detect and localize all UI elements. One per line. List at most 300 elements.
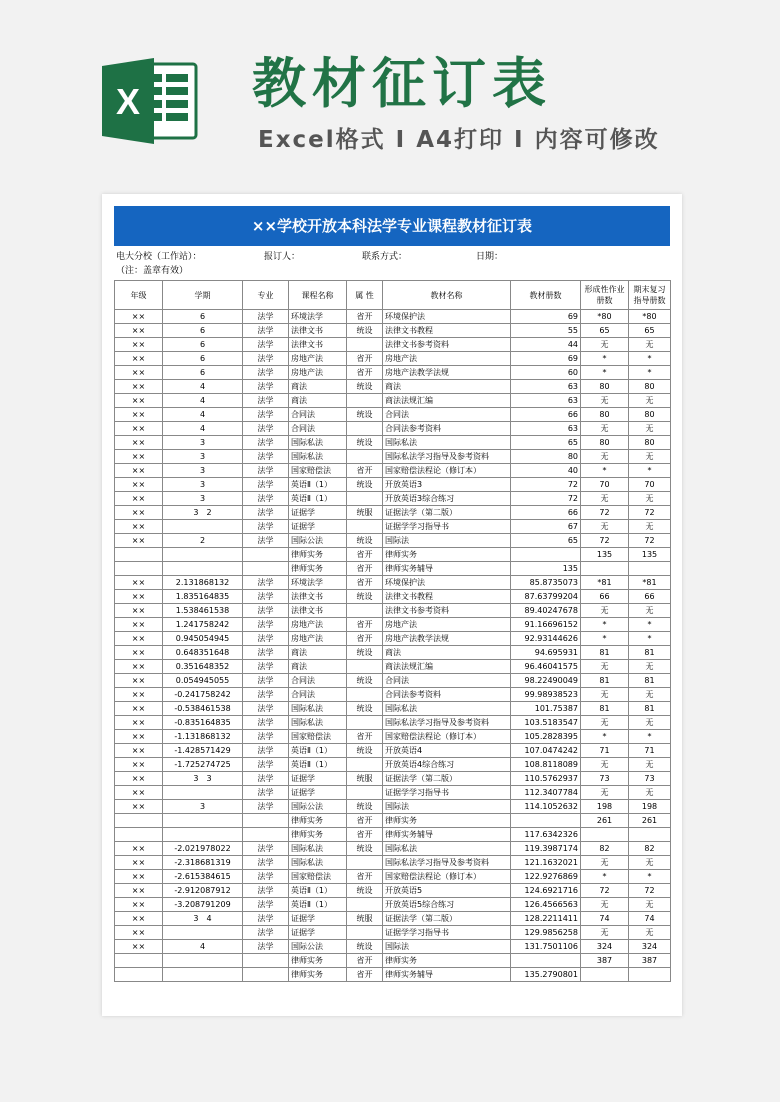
cell-term: 3 (163, 464, 243, 478)
cell-homework-count: * (581, 464, 629, 478)
cell-course: 律师实务 (289, 828, 347, 842)
cell-major (243, 548, 289, 562)
table-row (115, 842, 671, 856)
cell-textbook: 开放英语5综合练习 (383, 898, 511, 912)
table-row (115, 590, 671, 604)
cell-review-count: 198 (629, 800, 671, 814)
cell-textbook: 开放英语5 (383, 884, 511, 898)
cell-homework-count: 82 (581, 842, 629, 856)
table-row (115, 758, 671, 772)
cell-attr (347, 758, 383, 772)
cell-homework-count: 无 (581, 660, 629, 674)
cell-term: 3 (163, 492, 243, 506)
cell-review-count: 无 (629, 926, 671, 940)
cell-grade: ×× (115, 632, 163, 646)
cell-textbook: 律师实务 (383, 548, 511, 562)
cell-attr: 省开 (347, 730, 383, 744)
table-row (115, 716, 671, 730)
cell-course: 国家赔偿法 (289, 730, 347, 744)
cell-term: 3 (163, 436, 243, 450)
cell-book-count: 55 (511, 324, 581, 338)
cell-review-count: * (629, 870, 671, 884)
cell-attr (347, 450, 383, 464)
cell-major: 法学 (243, 688, 289, 702)
cell-review-count: 324 (629, 940, 671, 954)
cell-course: 国际私法 (289, 450, 347, 464)
cell-course: 律师实务 (289, 968, 347, 982)
cell-review-count: 82 (629, 842, 671, 856)
table-row (115, 730, 671, 744)
cell-book-count: 110.5762937 (511, 772, 581, 786)
cell-major: 法学 (243, 436, 289, 450)
cell-term (163, 562, 243, 576)
cell-book-count: 128.2211411 (511, 912, 581, 926)
cell-course: 合同法 (289, 408, 347, 422)
table-row (115, 492, 671, 506)
cell-review-count: *80 (629, 310, 671, 324)
cell-review-count: 387 (629, 954, 671, 968)
cell-textbook: 国际私法学习指导及参考资料 (383, 716, 511, 730)
reporter-label: 报订人： (264, 252, 301, 262)
cell-term: 4 (163, 394, 243, 408)
cell-grade (115, 548, 163, 562)
table-row (115, 338, 671, 352)
cell-term: 6 (163, 310, 243, 324)
cell-grade: ×× (115, 786, 163, 800)
cell-homework-count: * (581, 730, 629, 744)
cell-homework-count (581, 828, 629, 842)
cell-book-count: 122.9276869 (511, 870, 581, 884)
cell-textbook: 开放英语4综合练习 (383, 758, 511, 772)
cell-major: 法学 (243, 646, 289, 660)
cell-homework-count: 71 (581, 744, 629, 758)
cell-major: 法学 (243, 772, 289, 786)
cell-grade: ×× (115, 800, 163, 814)
cell-course: 国际公法 (289, 940, 347, 954)
cell-term: 4 (163, 940, 243, 954)
cell-term: 3 2 (163, 506, 243, 520)
column-header-grade: 年级 (115, 281, 163, 310)
cell-review-count: 81 (629, 702, 671, 716)
cell-course: 律师实务 (289, 548, 347, 562)
cell-book-count: 44 (511, 338, 581, 352)
cell-term: 0.054945055 (163, 674, 243, 688)
cell-major (243, 954, 289, 968)
cell-term: 1.835164835 (163, 590, 243, 604)
cell-attr (347, 786, 383, 800)
cell-term: -1.131868132 (163, 730, 243, 744)
table-row (115, 646, 671, 660)
cell-term (163, 786, 243, 800)
cell-review-count: 无 (629, 716, 671, 730)
cell-course: 国家赔偿法 (289, 870, 347, 884)
cell-attr: 统设 (347, 842, 383, 856)
textbook-order-table (114, 280, 671, 982)
excel-logo-icon (100, 56, 200, 146)
cell-major: 法学 (243, 926, 289, 940)
cell-grade: ×× (115, 492, 163, 506)
table-row (115, 506, 671, 520)
cell-homework-count: 80 (581, 408, 629, 422)
cell-major: 法学 (243, 786, 289, 800)
cell-book-count: 135.2790801 (511, 968, 581, 982)
cell-textbook: 证据法学（第二版） (383, 912, 511, 926)
cell-course: 国际私法 (289, 842, 347, 856)
cell-grade: ×× (115, 884, 163, 898)
cell-grade: ×× (115, 870, 163, 884)
cell-homework-count: 81 (581, 702, 629, 716)
stamp-note: （注：盖章有效） (116, 266, 189, 276)
cell-book-count: 63 (511, 422, 581, 436)
cell-attr: 统设 (347, 646, 383, 660)
cell-attr: 统服 (347, 772, 383, 786)
cell-term: 0.648351648 (163, 646, 243, 660)
cell-major: 法学 (243, 324, 289, 338)
cell-book-count (511, 954, 581, 968)
cell-attr: 省开 (347, 968, 383, 982)
cell-course: 法律文书 (289, 590, 347, 604)
cell-grade: ×× (115, 898, 163, 912)
cell-homework-count: *80 (581, 310, 629, 324)
table-row (115, 408, 671, 422)
cell-review-count: 无 (629, 758, 671, 772)
cell-major: 法学 (243, 730, 289, 744)
cell-major: 法学 (243, 898, 289, 912)
cell-book-count: 105.2828395 (511, 730, 581, 744)
table-row (115, 576, 671, 590)
cell-term: -2.318681319 (163, 856, 243, 870)
cell-review-count: 81 (629, 674, 671, 688)
cell-grade: ×× (115, 506, 163, 520)
cell-textbook: 房地产法 (383, 352, 511, 366)
cell-major: 法学 (243, 744, 289, 758)
cell-course: 房地产法 (289, 618, 347, 632)
cell-textbook: 证据学学习指导书 (383, 520, 511, 534)
cell-homework-count: 135 (581, 548, 629, 562)
cell-textbook: 律师实务辅导 (383, 828, 511, 842)
cell-grade: ×× (115, 520, 163, 534)
cell-grade: ×× (115, 940, 163, 954)
cell-review-count: 无 (629, 856, 671, 870)
cell-grade: ×× (115, 856, 163, 870)
cell-term (163, 926, 243, 940)
cell-term: -1.428571429 (163, 744, 243, 758)
cell-homework-count: 72 (581, 534, 629, 548)
cell-grade: ×× (115, 646, 163, 660)
cell-attr: 省开 (347, 870, 383, 884)
cell-attr (347, 688, 383, 702)
cell-major: 法学 (243, 366, 289, 380)
cell-course: 法律文书 (289, 324, 347, 338)
cell-grade (115, 828, 163, 842)
cell-book-count: 135 (511, 562, 581, 576)
cell-grade: ×× (115, 380, 163, 394)
cell-homework-count (581, 562, 629, 576)
cell-major: 法学 (243, 758, 289, 772)
cell-grade (115, 968, 163, 982)
cell-course: 证据学 (289, 772, 347, 786)
cell-attr (347, 898, 383, 912)
cell-term: -1.725274725 (163, 758, 243, 772)
cell-review-count: * (629, 632, 671, 646)
cell-attr: 省开 (347, 954, 383, 968)
cell-textbook: 国际私法学习指导及参考资料 (383, 856, 511, 870)
column-header-book-count: 教材册数 (511, 281, 581, 310)
cell-textbook: 国际法 (383, 800, 511, 814)
table-row (115, 702, 671, 716)
table-row (115, 800, 671, 814)
cell-grade: ×× (115, 912, 163, 926)
cell-course: 英语Ⅱ（1） (289, 884, 347, 898)
cell-review-count: 无 (629, 422, 671, 436)
cell-textbook: 证据学学习指导书 (383, 926, 511, 940)
cell-review-count: 70 (629, 478, 671, 492)
cell-textbook: 房地产法教学法规 (383, 366, 511, 380)
table-row (115, 870, 671, 884)
cell-term: 3 3 (163, 772, 243, 786)
cell-grade: ×× (115, 310, 163, 324)
cell-grade: ×× (115, 338, 163, 352)
cell-course: 环境法学 (289, 310, 347, 324)
cell-textbook: 合同法 (383, 408, 511, 422)
cell-course: 合同法 (289, 422, 347, 436)
cell-homework-count: 无 (581, 450, 629, 464)
cell-attr: 省开 (347, 618, 383, 632)
cell-term (163, 954, 243, 968)
table-row (115, 884, 671, 898)
cell-homework-count: 无 (581, 520, 629, 534)
cell-review-count: * (629, 464, 671, 478)
cell-major: 法学 (243, 842, 289, 856)
cell-review-count: 无 (629, 660, 671, 674)
cell-homework-count: *81 (581, 576, 629, 590)
cell-major: 法学 (243, 506, 289, 520)
cell-review-count: 80 (629, 408, 671, 422)
cell-term: 0.945054945 (163, 632, 243, 646)
cell-major: 法学 (243, 884, 289, 898)
cell-major: 法学 (243, 716, 289, 730)
cell-textbook: 商法 (383, 646, 511, 660)
cell-homework-count: 无 (581, 604, 629, 618)
cell-course: 国际私法 (289, 436, 347, 450)
cell-review-count: 71 (629, 744, 671, 758)
cell-term: 2.131868132 (163, 576, 243, 590)
table-header-row (115, 281, 671, 310)
cell-major: 法学 (243, 576, 289, 590)
table-row (115, 968, 671, 982)
cell-major: 法学 (243, 338, 289, 352)
cell-grade (115, 814, 163, 828)
cell-attr: 统设 (347, 478, 383, 492)
cell-term: 3 (163, 450, 243, 464)
cell-course: 房地产法 (289, 352, 347, 366)
cell-grade: ×× (115, 842, 163, 856)
cell-attr: 省开 (347, 352, 383, 366)
cell-review-count: 无 (629, 688, 671, 702)
cell-major: 法学 (243, 870, 289, 884)
table-row (115, 450, 671, 464)
cell-term: 3 4 (163, 912, 243, 926)
cell-term: 6 (163, 352, 243, 366)
table-row (115, 772, 671, 786)
cell-book-count: 131.7501106 (511, 940, 581, 954)
cell-homework-count: 无 (581, 856, 629, 870)
cell-book-count: 119.3987174 (511, 842, 581, 856)
cell-book-count: 101.75387 (511, 702, 581, 716)
cell-homework-count: * (581, 632, 629, 646)
cell-grade: ×× (115, 408, 163, 422)
cell-grade (115, 562, 163, 576)
cell-term: -2.615384615 (163, 870, 243, 884)
cell-grade: ×× (115, 450, 163, 464)
table-row (115, 394, 671, 408)
column-header-textbook: 教材名称 (383, 281, 511, 310)
cell-book-count: 103.5183547 (511, 716, 581, 730)
cell-attr: 统设 (347, 674, 383, 688)
form-title: ××学校开放本科法学专业课程教材征订表 (114, 206, 670, 246)
cell-course: 环境法学 (289, 576, 347, 590)
cell-course: 商法 (289, 394, 347, 408)
cell-homework-count: * (581, 870, 629, 884)
cell-review-count: 65 (629, 324, 671, 338)
cell-review-count: * (629, 352, 671, 366)
cell-grade: ×× (115, 422, 163, 436)
cell-term: 4 (163, 408, 243, 422)
cell-book-count: 89.40247678 (511, 604, 581, 618)
cell-book-count (511, 814, 581, 828)
cell-term: -0.241758242 (163, 688, 243, 702)
cell-book-count: 63 (511, 394, 581, 408)
table-row (115, 744, 671, 758)
cell-term: 6 (163, 366, 243, 380)
cell-grade: ×× (115, 534, 163, 548)
cell-textbook: 律师实务 (383, 814, 511, 828)
cell-textbook: 证据学学习指导书 (383, 786, 511, 800)
cell-homework-count: 70 (581, 478, 629, 492)
cell-course: 国际公法 (289, 534, 347, 548)
column-header-homework-count: 形成性作业册数 (581, 281, 629, 310)
svg-text:X: X (115, 81, 141, 122)
cell-textbook: 国家赔偿法程论（修订本） (383, 730, 511, 744)
cell-textbook: 环境保护法 (383, 576, 511, 590)
cell-book-count: 72 (511, 492, 581, 506)
cell-term: -0.538461538 (163, 702, 243, 716)
cell-term: 0.351648352 (163, 660, 243, 674)
cell-grade: ×× (115, 688, 163, 702)
cell-review-count: * (629, 618, 671, 632)
table-row (115, 898, 671, 912)
cell-homework-count: 无 (581, 758, 629, 772)
cell-course: 证据学 (289, 786, 347, 800)
cell-course: 国际私法 (289, 716, 347, 730)
cell-attr: 统设 (347, 436, 383, 450)
cell-grade (115, 954, 163, 968)
cell-book-count: 40 (511, 464, 581, 478)
cell-review-count: 73 (629, 772, 671, 786)
cell-major: 法学 (243, 912, 289, 926)
table-row (115, 954, 671, 968)
cell-major (243, 814, 289, 828)
cell-attr: 统设 (347, 408, 383, 422)
table-row (115, 786, 671, 800)
cell-textbook: 国际私法学习指导及参考资料 (383, 450, 511, 464)
cell-book-count: 99.98938523 (511, 688, 581, 702)
cell-term (163, 828, 243, 842)
contact-label: 联系方式： (362, 252, 408, 262)
cell-major: 法学 (243, 590, 289, 604)
cell-textbook: 商法法规汇编 (383, 660, 511, 674)
table-row (115, 926, 671, 940)
cell-term: -3.208791209 (163, 898, 243, 912)
cell-term (163, 520, 243, 534)
cell-term (163, 968, 243, 982)
cell-homework-count: * (581, 618, 629, 632)
cell-book-count: 69 (511, 310, 581, 324)
cell-attr: 统设 (347, 744, 383, 758)
table-row (115, 660, 671, 674)
cell-homework-count: 73 (581, 772, 629, 786)
cell-homework-count: 66 (581, 590, 629, 604)
cell-textbook: 国际法 (383, 940, 511, 954)
cell-attr (347, 338, 383, 352)
cell-course: 英语Ⅱ（1） (289, 492, 347, 506)
cell-term: 4 (163, 422, 243, 436)
cell-textbook: 证据法学（第二版） (383, 506, 511, 520)
table-row (115, 548, 671, 562)
cell-term: 3 (163, 478, 243, 492)
cell-homework-count: 无 (581, 898, 629, 912)
cell-review-count: 无 (629, 786, 671, 800)
cell-book-count: 112.3407784 (511, 786, 581, 800)
cell-term: 6 (163, 324, 243, 338)
cell-textbook: 法律文书教程 (383, 590, 511, 604)
cell-textbook: 律师实务辅导 (383, 968, 511, 982)
cell-term: -0.835164835 (163, 716, 243, 730)
cell-homework-count: 387 (581, 954, 629, 968)
cell-homework-count: 81 (581, 674, 629, 688)
cell-grade: ×× (115, 618, 163, 632)
cell-course: 房地产法 (289, 632, 347, 646)
cell-grade: ×× (115, 324, 163, 338)
cell-course: 商法 (289, 646, 347, 660)
cell-textbook: 国际私法 (383, 702, 511, 716)
cell-review-count: 无 (629, 394, 671, 408)
cell-review-count: 无 (629, 450, 671, 464)
cell-major: 法学 (243, 632, 289, 646)
cell-attr: 统设 (347, 534, 383, 548)
cell-major: 法学 (243, 520, 289, 534)
cell-grade: ×× (115, 590, 163, 604)
cell-textbook: 国际私法 (383, 436, 511, 450)
table-row (115, 366, 671, 380)
table-row (115, 828, 671, 842)
cell-term: 1.538461538 (163, 604, 243, 618)
cell-attr (347, 492, 383, 506)
cell-book-count: 63 (511, 380, 581, 394)
cell-course: 证据学 (289, 520, 347, 534)
cell-term (163, 814, 243, 828)
cell-book-count: 87.63799204 (511, 590, 581, 604)
cell-homework-count (581, 968, 629, 982)
cell-review-count: 无 (629, 520, 671, 534)
cell-attr: 统设 (347, 884, 383, 898)
cell-major: 法学 (243, 422, 289, 436)
cell-textbook: 国家赔偿法程论（修订本） (383, 870, 511, 884)
cell-textbook: 开放英语3综合练习 (383, 492, 511, 506)
cell-major: 法学 (243, 380, 289, 394)
table-row (115, 674, 671, 688)
cell-major: 法学 (243, 534, 289, 548)
